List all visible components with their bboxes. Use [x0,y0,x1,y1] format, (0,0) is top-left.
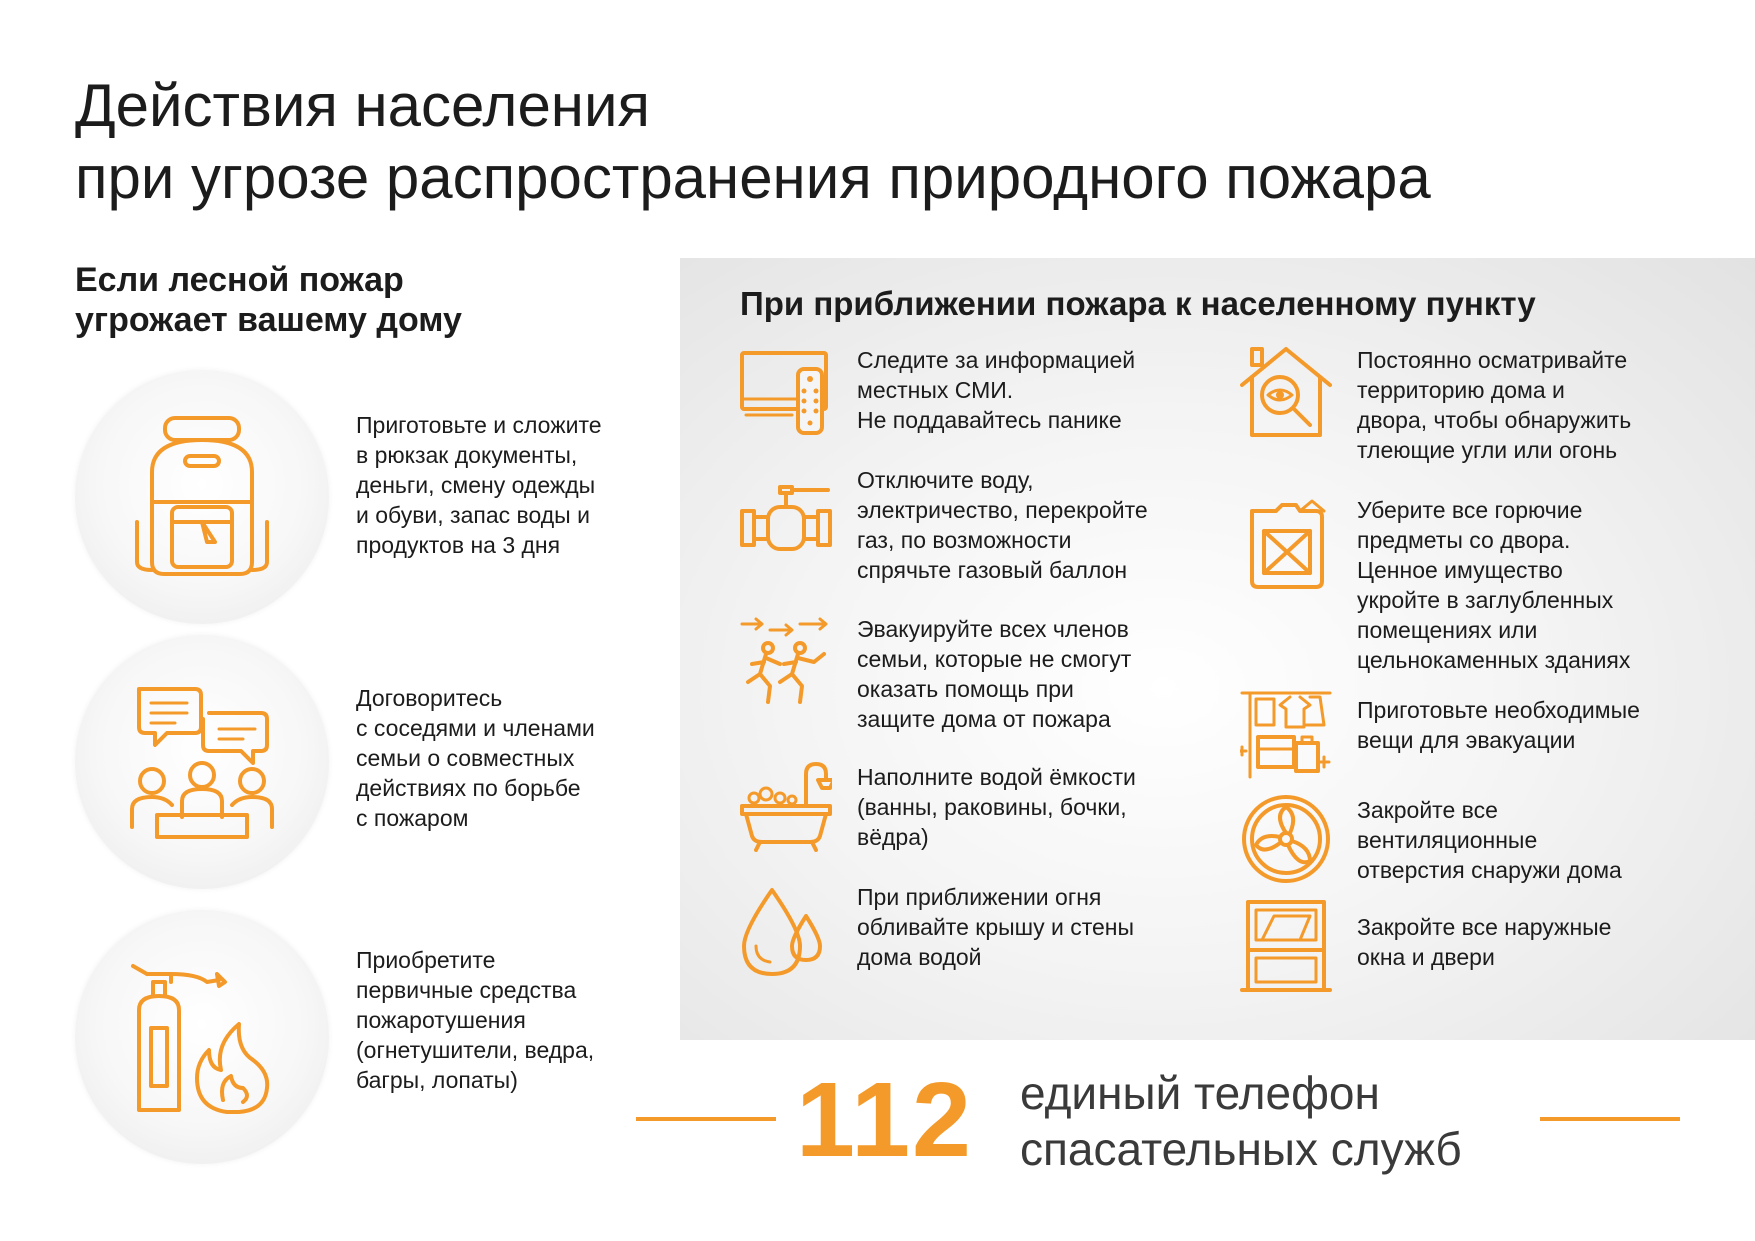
evacuation-runners-icon [740,616,832,708]
left-item-text: Приготовьте и сложите в рюкзак документы, деньги, смену одежды и обуви, запас воды и продуктов на 3 дня [356,412,602,558]
emergency-caption [1020,1065,1462,1177]
tv-remote-icon [740,345,832,437]
divider-line-right [1540,1117,1680,1121]
panel-item-text: Закройте все вентиляционные отверстия снаружи дома [1357,797,1622,883]
panel-heading: При приближении пожара к населенному пункту [740,285,1536,322]
title-line-2: при угрозе распространения природного пожара [75,144,1431,211]
panel-item-text: Наполните водой ёмкости (ванны, раковины, бочки, вёдра) [857,764,1136,850]
backpack-icon [127,412,277,582]
window-icon [1240,900,1332,992]
page-title [75,70,1431,214]
panel-item-text: Следите за информацией местных СМИ. Не поддавайтесь панике [857,347,1136,433]
icon-circle [75,635,329,889]
fuel-canister-icon [1240,497,1332,589]
panel-item-text: Уберите все горючие предметы со двора. Ценное имущество укройте в заглубленных помещениях или цельнокаменных зданиях [1357,497,1631,673]
panel-item-text: Отключите воду, электричество, перекройте газ, по возможности спрячьте газовый баллон [857,467,1148,583]
left-section-heading [75,260,462,340]
left-item-text: Приобретите первичные средства пожаротушения (огнетушители, ведра, багры, лопаты) [356,947,595,1093]
panel-item-text: Приготовьте необходимые вещи для эвакуации [1357,697,1640,753]
caption-line-1: единый телефон [1020,1067,1380,1119]
left-item-neighbors [75,635,635,895]
caption-line-2: спасательных служб [1020,1123,1462,1175]
emergency-number: 112 [796,1061,974,1179]
divider-line-left [636,1117,776,1121]
left-heading-line-1: Если лесной пожар [75,261,404,299]
left-item-backpack [75,370,635,630]
water-drops-icon [740,886,832,978]
valve-pipe-icon [740,475,832,567]
panel-item-text: Постоянно осматривайте территорию дома и двора, чтобы обнаружить тлеющие угли или огонь [1357,347,1632,463]
panel-item-text: При приближении огня обливайте крышу и стены дома водой [857,884,1135,970]
title-line-1: Действия населения [75,72,650,139]
bathtub-icon [740,760,832,852]
house-inspection-icon [1240,345,1332,437]
icon-circle [75,370,329,624]
left-heading-line-2: угрожает вашему дому [75,301,462,339]
panel-item-text: Закройте все наружные окна и двери [1357,914,1612,970]
left-item-text: Договоритесь с соседями и членами семьи о совместных действиях по борьбе с пожаром [356,685,595,831]
emergency-number-banner [0,1060,1755,1180]
panel-item-text: Эвакуируйте всех членов семьи, которые не смогут оказать помощь при защите дома от пожара [857,616,1132,732]
ventilation-fan-icon [1240,793,1332,885]
neighbors-meeting-icon [127,677,277,847]
belongings-icon [1240,687,1332,779]
